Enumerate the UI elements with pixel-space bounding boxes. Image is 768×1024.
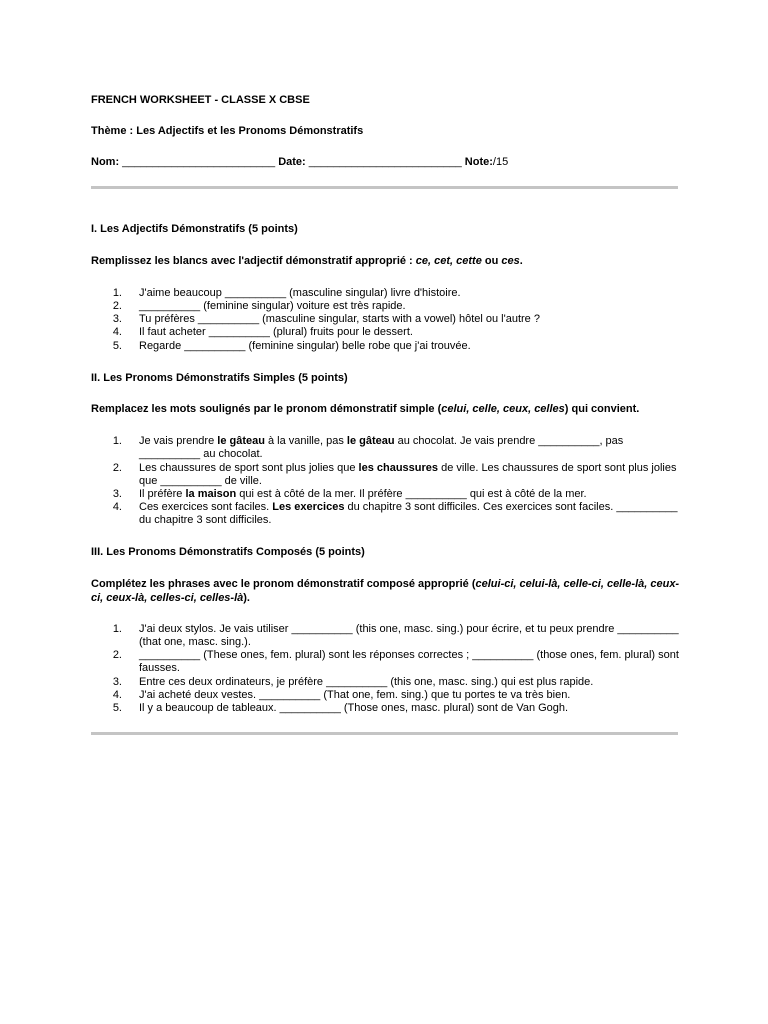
section-2-heading: II. Les Pronoms Démonstratifs Simples (5 points)	[91, 372, 348, 384]
date-label: Date:	[278, 156, 306, 168]
worksheet-title: FRENCH WORKSHEET - CLASSE X CBSE	[91, 94, 310, 106]
top-divider	[91, 186, 678, 189]
nom-label: Nom:	[91, 156, 120, 168]
worksheet-theme: Thème : Les Adjectifs et les Pronoms Démonstratifs	[91, 125, 364, 137]
note-value: /15	[492, 156, 509, 168]
student-info-line	[91, 156, 508, 169]
section-1-heading: I. Les Adjectifs Démonstratifs (5 points)	[91, 223, 298, 235]
section-3-heading: III. Les Pronoms Démonstratifs Composés (5 points)	[91, 546, 365, 558]
section-2-instructions: Remplacez les mots soulignés par le pronom démonstratif simple (celui, celle, ceux, celles) qui convient.	[91, 403, 640, 415]
section-3-instructions: Complétez les phrases avec le pronom démonstratif composé approprié (celui-ci, celui-là, celle-ci, celle-là, ceux-ci, ceux-là, celles-ci, celles-là).	[91, 578, 680, 604]
date-blank: _________________________	[308, 156, 462, 168]
nom-blank: _________________________	[122, 156, 276, 168]
section-1-instructions: Remplissez les blancs avec l'adjectif démonstratif approprié : ce, cet, cette ou ces.	[91, 255, 523, 267]
note-label: Note:	[464, 156, 493, 168]
bottom-divider	[91, 732, 678, 735]
